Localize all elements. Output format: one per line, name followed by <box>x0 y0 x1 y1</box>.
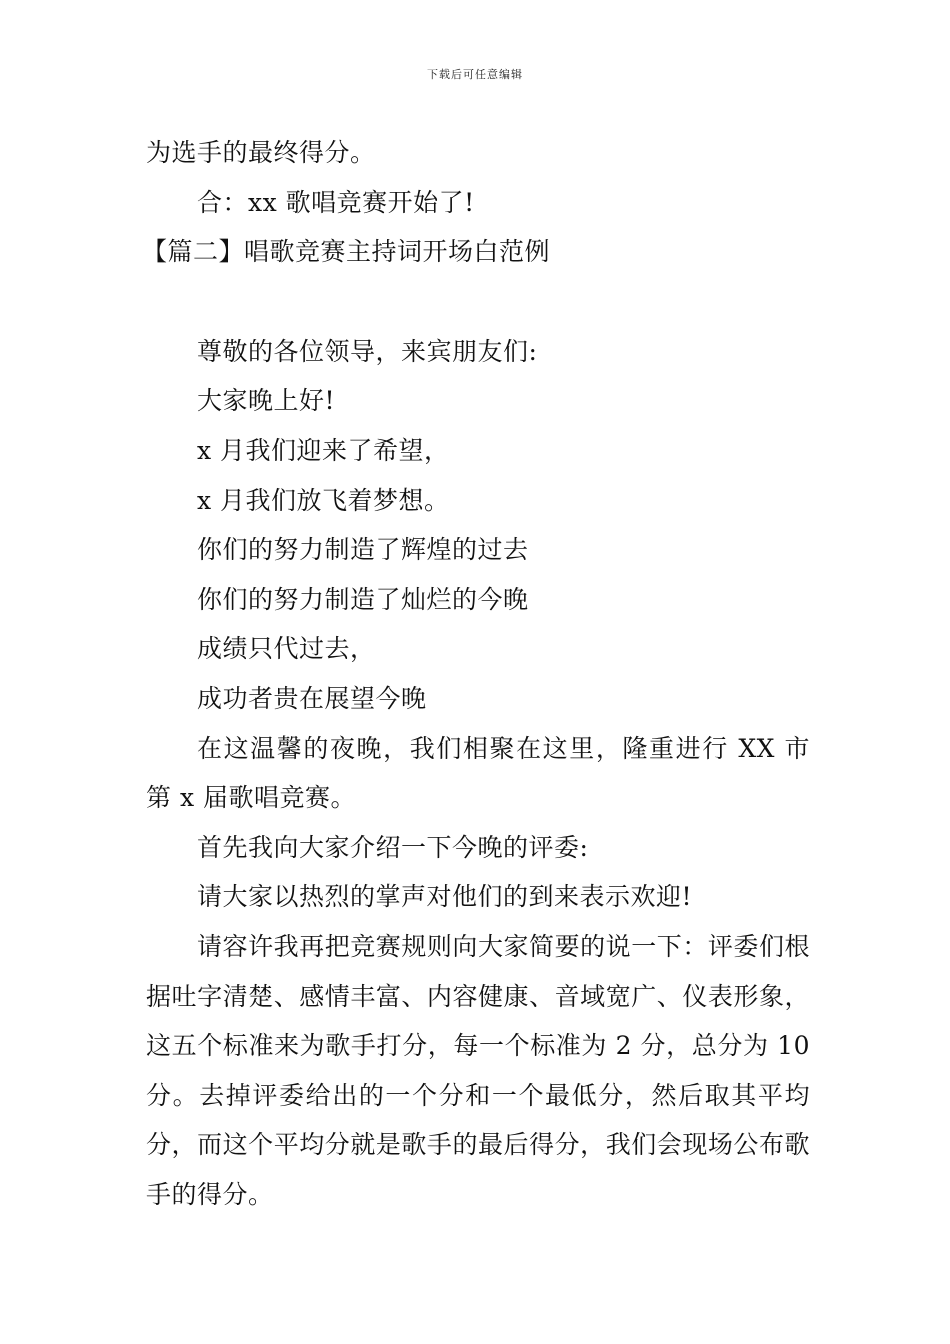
text-line: 合：xx 歌唱竞赛开始了! <box>197 187 475 217</box>
text-line: 首先我向大家介绍一下今晚的评委: <box>197 832 589 862</box>
page-header-note: 下载后可任意编辑 <box>427 68 523 81</box>
text-line: 请大家以热烈的掌声对他们的到来表示欢迎! <box>197 882 693 912</box>
paragraph: 在这温馨的夜晚，我们相聚在这里，隆重进行 XX 市第 x 届歌唱竞赛。 <box>146 733 810 813</box>
text-line: 为选手的最终得分。 <box>146 138 376 167</box>
text-line: 你们的努力制造了灿烂的今晚 <box>197 584 529 614</box>
text-line: x 月我们放飞着梦想。 <box>197 485 450 515</box>
section-heading: 【篇二】唱歌竞赛主持词开场白范例 <box>142 237 551 267</box>
document-body <box>142 128 810 1219</box>
blank-line <box>146 277 810 327</box>
text-line: 你们的努力制造了辉煌的过去 <box>197 535 529 565</box>
text-line: 大家晚上好! <box>197 386 336 416</box>
text-line: 成功者贵在展望今晚 <box>197 683 427 713</box>
text-line: 成绩只代过去， <box>197 634 376 664</box>
greeting-line: 尊敬的各位领导，来宾朋友们: <box>197 336 538 366</box>
text-line: x 月我们迎来了希望， <box>197 435 450 465</box>
rules-paragraph: 请容许我再把竞赛规则向大家简要的说一下：评委们根据吐字清楚、感情丰富、内容健康、音域宽广、仪表形象，这五个标准来为歌手打分，每一个标准为 2 分，总分为 10 分。去掉评委给出的一个分和一个最低分，然后取其平均分，而这个平均分就是歌手的最后得分，我们会现场公布歌手的得分。 <box>146 931 810 1209</box>
